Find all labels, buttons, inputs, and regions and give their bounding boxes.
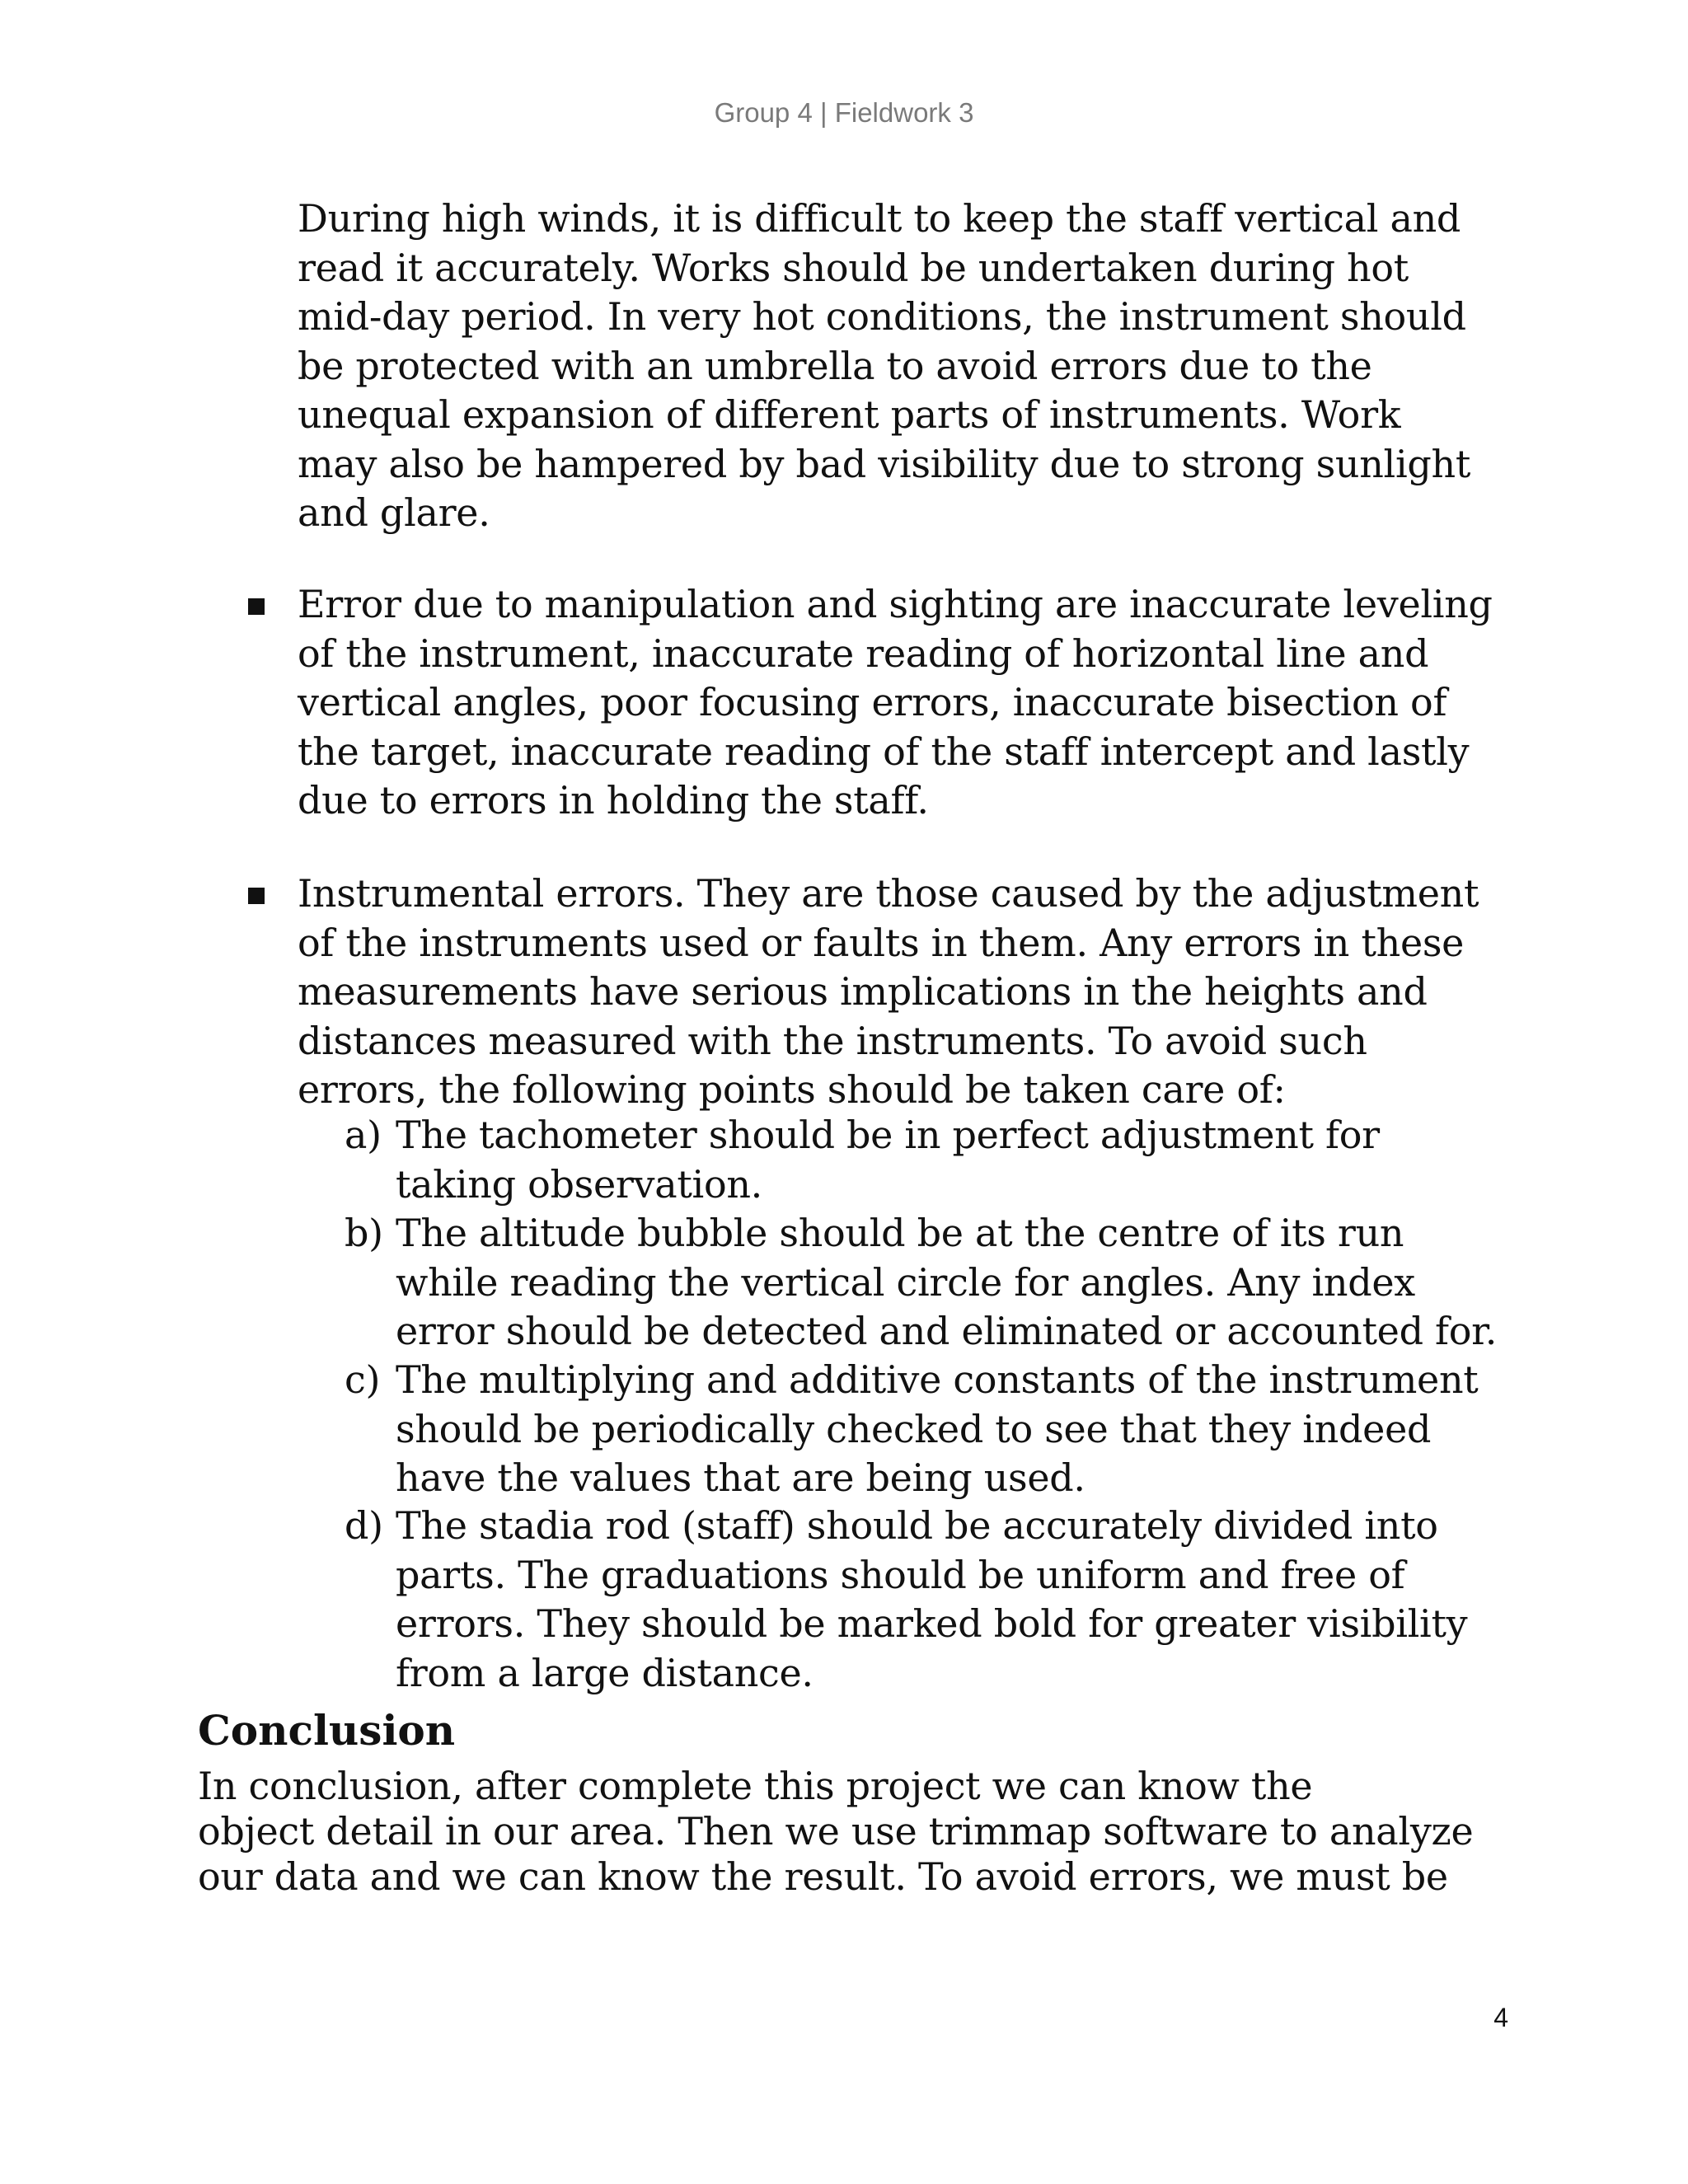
- bullet-item-manipulation-errors: Error due to manipulation and sighting are inaccurate leveling of the instrument, inaccurate reading of horizontal line and vertical angles, poor focusing errors, inaccurate bisection of the target, inaccurate reading of the staff intercept and lastly due to errors in holding the staff.: [298, 582, 1493, 823]
- bullet-marker: [248, 888, 265, 904]
- sub-item-letter: a): [345, 1113, 382, 1157]
- conclusion-paragraph: In conclusion, after complete this project we can know the object detail in our area. Then we use trimmap software to analyze our data and we can know the result. To avoid errors, we must be: [198, 1764, 1474, 1899]
- page-header: Group 4 | Fieldwork 3: [714, 97, 974, 128]
- sub-item-letter: d): [345, 1503, 383, 1548]
- bullet-marker: [248, 598, 265, 615]
- page-number: 4: [1493, 2003, 1508, 2032]
- sub-item-text: The tachometer should be in perfect adjustment for taking observation.: [396, 1113, 1380, 1207]
- sub-item-letter: b): [345, 1211, 383, 1255]
- sub-item-text: The multiplying and additive constants of the instrument should be periodically checked to see that they indeed have the values that are being used.: [396, 1357, 1479, 1500]
- intro-paragraph: During high winds, it is difficult to keep the staff vertical and read it accurately. Works should be undertaken during hot mid-day period. In very hot conditions, the instrument should be protected with an umbrella to avoid errors due to the unequal expansion of different parts of instruments. Work may also be hampered by bad visibility due to strong sunlight and glare.: [298, 196, 1471, 535]
- conclusion-heading: Conclusion: [198, 1706, 456, 1755]
- sub-item-text: The altitude bubble should be at the centre of its run while reading the vertical circle for angles. Any index error should be detected and eliminated or accounted for.: [396, 1211, 1498, 1353]
- bullet-item-instrumental-errors: Instrumental errors. They are those caused by the adjustment of the instruments used or faults in them. Any errors in these measurements have serious implications in the heights and distances measured with the instruments. To avoid such errors, the following points should be taken care of:: [298, 871, 1479, 1112]
- sub-item-letter: c): [345, 1357, 381, 1402]
- sub-item-text: The stadia rod (staff) should be accurately divided into parts. The graduations should be uniform and free of errors. They should be marked bold for greater visibility from a large distance.: [396, 1503, 1468, 1695]
